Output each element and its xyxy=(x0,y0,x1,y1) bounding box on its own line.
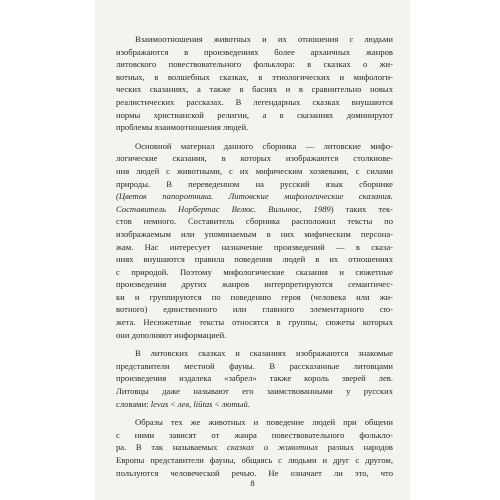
paragraph-2-line-8: изображаемым или упоминаемым в них мифическим персона- xyxy=(116,228,393,239)
paragraph-4-line-2: с ними зависят от жанра повествовательного фолькло- xyxy=(116,429,393,440)
paragraph-2-line-16: они дополняют информацией. xyxy=(116,329,227,340)
paragraph-1-line-7: нормы христианской религии, а в сказаниях доминируют xyxy=(116,109,393,120)
paragraph-4-line-4: Европы представители фауны, общаясь с людьми и друг с другом, xyxy=(116,455,393,465)
paragraph-1-line-2: изображаются в произведениях более архаичных жанров xyxy=(116,46,393,57)
page-number: 8 xyxy=(250,478,255,488)
paragraph-1-line-1: Взаимоотношения животных и их отношения с людьми xyxy=(135,34,393,44)
paragraph-1-line-6: реалистических рассказах. В легендарных сказках внушаются xyxy=(116,96,393,107)
paragraph-2-line-9: жам. Нас интересует назначение произведений — в сказа- xyxy=(116,241,393,252)
paragraph-2-line-11: с природой. Поэтому мифологические сказания и сюжетные xyxy=(116,266,393,277)
paragraph-3-line-4: Литовцы даже называют его заимствованными у русских xyxy=(116,386,393,397)
paragraph-1-line-5: ческих сказаниях, а также в баснях и в сравнительно новых xyxy=(116,84,393,95)
paragraph-2-line-3: ния людей с животными, с их мифическим хозяевами, с силами xyxy=(116,165,393,176)
paragraph-3-line-1: В литовских сказках и сказаниях изображаются знакомые xyxy=(135,348,393,359)
paragraph-3-line-3: произведения издалека «забрел» также король зверей лев. xyxy=(116,373,393,384)
paragraph-1-line-3: литовского повествовательного фольклора: в сказках о жи- xyxy=(116,59,393,70)
paragraph-2-line-12: произведения других жанров интерпретируются семантичес- xyxy=(116,279,393,290)
paragraph-2-line-2: логические сказания, в которых изображаются столкнове- xyxy=(116,153,393,164)
paragraph-4-line-5: пользуются человеческой речью. Не означает ли это, что xyxy=(116,467,393,478)
paragraph-2-line-1: Основной материал данного сборника — литовские мифо- xyxy=(135,140,393,151)
paragraph-2-line-7: стов немного. Составитель сборника расположил тексты по xyxy=(116,216,393,227)
paragraph-1-line-4: вотных, в волшебных сказках, в этиологических и мифологи- xyxy=(116,71,393,82)
paragraph-2 xyxy=(116,140,393,342)
paragraph-2-line-13: ки и группируются по поведению героя (человека или жи- xyxy=(116,291,393,302)
book-page xyxy=(95,0,410,500)
paragraph-2-line-6: Составитель Норбертас Велюс. Вильнюс, 1989) таких тек- xyxy=(116,203,393,214)
paragraph-2-line-10: ниях внушаются правила поведения людей в их отношениях xyxy=(116,254,393,265)
paragraph-2-line-5: (Цветок папоротника. Литовские мифологические сказания. xyxy=(116,191,393,202)
paragraph-2-line-14: вотного) единственного или главного элементарного сю- xyxy=(116,304,393,315)
paragraph-4-line-1: Образы тех же животных и поведение людей при общени xyxy=(135,417,393,428)
paragraph-2-line-15: жета. Несюжетные тексты относятся в группы, сюжеты которых xyxy=(116,317,393,328)
paragraph-3-line-2: представители местной фауны. В рассказанные литовцами xyxy=(116,360,393,371)
paragraph-1-line-8: проблемы взаимоотношения людей. xyxy=(116,122,249,133)
paragraph-3-line-5: словами: levas < лев, liūtas < лютый. xyxy=(116,398,250,409)
paragraph-3 xyxy=(116,347,393,410)
page-text xyxy=(116,33,393,479)
paragraph-1 xyxy=(116,33,393,134)
paragraph-2-line-4: природы. В переведенном на русский язык сборнике xyxy=(116,178,393,189)
paragraph-4-line-3: ра. В так называемых сказках о животных разных народов xyxy=(116,442,393,453)
paragraph-4 xyxy=(116,416,393,479)
